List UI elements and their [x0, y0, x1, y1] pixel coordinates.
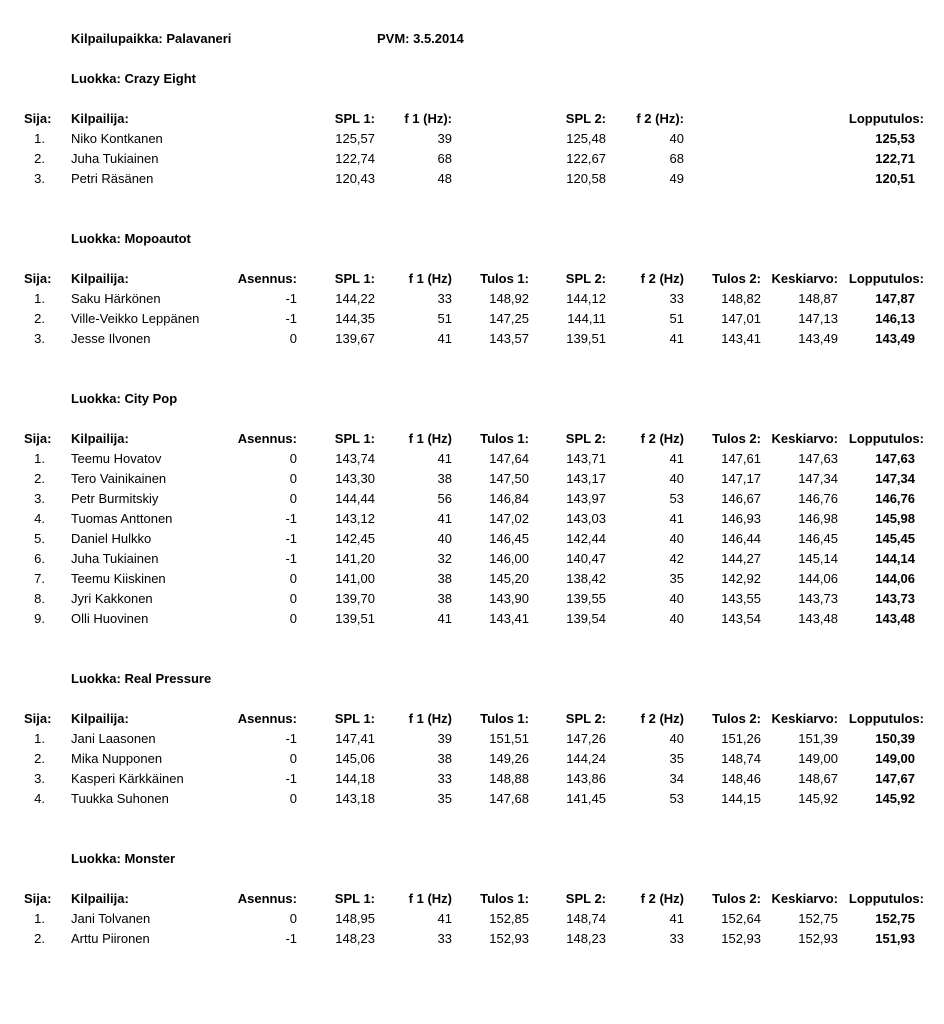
- cell-t2: 142,92: [721, 571, 761, 586]
- cell-final: 146,76: [875, 491, 915, 506]
- cell-t1: 152,85: [489, 911, 529, 926]
- cell-rank: 3.: [34, 171, 45, 186]
- cell-avg: 143,49: [798, 331, 838, 346]
- cell-name: Tuomas Anttonen: [71, 511, 173, 526]
- cell-name: Olli Huovinen: [71, 611, 149, 626]
- cell-spl1: 142,45: [335, 531, 375, 546]
- cell-spl1: 144,18: [335, 771, 375, 786]
- cell-t1: 147,50: [489, 471, 529, 486]
- column-header-spl2: SPL 2:: [565, 711, 606, 726]
- cell-spl2: 143,03: [566, 511, 606, 526]
- column-header-name: Kilpailija:: [71, 271, 129, 286]
- column-header-pos: Asennus:: [237, 891, 297, 906]
- column-header-avg: Keskiarvo:: [771, 891, 838, 906]
- cell-avg: 147,34: [798, 471, 838, 486]
- cell-final: 125,53: [875, 131, 915, 146]
- cell-spl2: 125,48: [566, 131, 606, 146]
- section-title: Luokka: Real Pressure: [71, 671, 212, 686]
- cell-pos: -1: [285, 311, 297, 326]
- cell-final: 152,75: [875, 911, 915, 926]
- cell-f2: 41: [669, 511, 684, 526]
- cell-t2: 146,44: [721, 531, 761, 546]
- cell-pos: -1: [285, 511, 297, 526]
- column-header-spl1: SPL 1:: [334, 891, 375, 906]
- cell-spl2: 148,23: [566, 931, 606, 946]
- cell-final: 150,39: [875, 731, 915, 746]
- cell-spl1: 143,18: [335, 791, 375, 806]
- column-header-f1: f 1 (Hz): [408, 711, 452, 726]
- cell-spl2: 143,71: [566, 451, 606, 466]
- cell-avg: 147,13: [798, 311, 838, 326]
- column-header-f2: f 2 (Hz):: [636, 111, 684, 126]
- cell-name: Petri Räsänen: [71, 171, 154, 186]
- column-header-spl2: SPL 2:: [565, 271, 606, 286]
- column-header-pos: Asennus:: [237, 271, 297, 286]
- cell-f1: 68: [437, 151, 452, 166]
- section-title: Luokka: Mopoautot: [71, 231, 191, 246]
- cell-t1: 146,45: [489, 531, 529, 546]
- cell-spl2: 120,58: [566, 171, 606, 186]
- cell-pos: 0: [289, 331, 297, 346]
- column-header-t1: Tulos 1:: [480, 891, 529, 906]
- cell-spl1: 144,35: [335, 311, 375, 326]
- cell-f2: 41: [669, 451, 684, 466]
- cell-name: Jyri Kakkonen: [71, 591, 153, 606]
- cell-f1: 39: [437, 731, 452, 746]
- cell-name: Tero Vainikainen: [71, 471, 167, 486]
- cell-t1: 143,41: [489, 611, 529, 626]
- cell-name: Jani Laasonen: [71, 731, 156, 746]
- cell-spl2: 143,97: [566, 491, 606, 506]
- column-header-rank: Sija:: [24, 891, 52, 906]
- cell-spl1: 139,51: [335, 611, 375, 626]
- cell-final: 120,51: [875, 171, 915, 186]
- cell-t2: 144,27: [721, 551, 761, 566]
- column-header-f2: f 2 (Hz): [640, 891, 684, 906]
- cell-pos: 0: [289, 491, 297, 506]
- cell-rank: 4.: [34, 791, 45, 806]
- cell-final: 144,14: [875, 551, 915, 566]
- cell-t2: 143,55: [721, 591, 761, 606]
- cell-rank: 3.: [34, 491, 45, 506]
- cell-spl1: 141,20: [335, 551, 375, 566]
- cell-final: 149,00: [875, 751, 915, 766]
- section-title: Luokka: Monster: [71, 851, 176, 866]
- column-header-rank: Sija:: [24, 711, 52, 726]
- cell-f1: 39: [437, 131, 452, 146]
- cell-final: 143,48: [875, 611, 915, 626]
- cell-avg: 145,92: [798, 791, 838, 806]
- cell-final: 145,92: [875, 791, 915, 806]
- cell-f2: 49: [669, 171, 684, 186]
- column-header-t2: Tulos 2:: [712, 431, 761, 446]
- cell-avg: 144,06: [798, 571, 838, 586]
- cell-avg: 152,93: [798, 931, 838, 946]
- cell-rank: 6.: [34, 551, 45, 566]
- cell-f1: 56: [437, 491, 452, 506]
- cell-rank: 3.: [34, 331, 45, 346]
- cell-name: Juha Tukiainen: [71, 551, 159, 566]
- cell-name: Teemu Hovatov: [71, 451, 162, 466]
- cell-rank: 8.: [34, 591, 45, 606]
- cell-t2: 148,74: [721, 751, 761, 766]
- cell-f2: 40: [669, 611, 684, 626]
- cell-avg: 146,45: [798, 531, 838, 546]
- cell-t2: 148,46: [721, 771, 761, 786]
- cell-avg: 146,76: [798, 491, 838, 506]
- cell-rank: 1.: [34, 731, 45, 746]
- cell-t2: 152,64: [721, 911, 761, 926]
- cell-f1: 41: [437, 451, 452, 466]
- column-header-f2: f 2 (Hz): [640, 431, 684, 446]
- cell-f2: 35: [669, 571, 684, 586]
- cell-spl2: 122,67: [566, 151, 606, 166]
- cell-rank: 2.: [34, 751, 45, 766]
- cell-f2: 68: [669, 151, 684, 166]
- cell-t1: 147,68: [489, 791, 529, 806]
- cell-rank: 1.: [34, 291, 45, 306]
- cell-name: Arttu Piironen: [71, 931, 150, 946]
- cell-t1: 143,57: [489, 331, 529, 346]
- cell-spl1: 145,06: [335, 751, 375, 766]
- column-header-name: Kilpailija:: [71, 111, 129, 126]
- venue-label: Kilpailupaikka: Palavaneri: [71, 31, 232, 46]
- cell-name: Mika Nupponen: [71, 751, 163, 766]
- column-header-avg: Keskiarvo:: [771, 271, 838, 286]
- cell-spl1: 144,44: [335, 491, 375, 506]
- column-header-f1: f 1 (Hz): [408, 271, 452, 286]
- cell-final: 151,93: [875, 931, 915, 946]
- cell-f1: 33: [437, 931, 452, 946]
- cell-spl1: 139,67: [335, 331, 375, 346]
- cell-f2: 40: [669, 471, 684, 486]
- column-header-spl2: SPL 2:: [565, 891, 606, 906]
- column-header-f2: f 2 (Hz): [640, 711, 684, 726]
- column-header-avg: Keskiarvo:: [771, 711, 838, 726]
- cell-avg: 151,39: [798, 731, 838, 746]
- column-header-final: Lopputulos:: [848, 711, 924, 726]
- cell-t1: 152,93: [489, 931, 529, 946]
- column-header-t1: Tulos 1:: [480, 711, 529, 726]
- cell-spl1: 148,95: [335, 911, 375, 926]
- column-header-spl1: SPL 1:: [334, 431, 375, 446]
- column-header-t2: Tulos 2:: [712, 891, 761, 906]
- cell-spl2: 141,45: [566, 791, 606, 806]
- cell-f1: 33: [437, 291, 452, 306]
- cell-final: 122,71: [875, 151, 915, 166]
- cell-spl2: 144,11: [567, 311, 606, 326]
- cell-t1: 147,64: [489, 451, 529, 466]
- column-header-pos: Asennus:: [237, 711, 297, 726]
- column-header-rank: Sija:: [24, 431, 52, 446]
- cell-spl2: 139,55: [566, 591, 606, 606]
- cell-pos: 0: [289, 471, 297, 486]
- cell-spl1: 125,57: [335, 131, 375, 146]
- column-header-final: Lopputulos:: [848, 891, 924, 906]
- cell-t1: 148,92: [489, 291, 529, 306]
- cell-f1: 32: [437, 551, 452, 566]
- cell-rank: 1.: [34, 451, 45, 466]
- cell-pos: -1: [285, 771, 297, 786]
- cell-t1: 147,25: [489, 311, 529, 326]
- cell-t2: 144,15: [721, 791, 761, 806]
- cell-f1: 41: [437, 331, 452, 346]
- cell-f2: 33: [669, 291, 684, 306]
- cell-final: 147,67: [875, 771, 915, 786]
- cell-f1: 35: [437, 791, 452, 806]
- cell-spl2: 143,86: [566, 771, 606, 786]
- cell-final: 145,98: [875, 511, 915, 526]
- column-header-spl1: SPL 1:: [334, 271, 375, 286]
- cell-f1: 33: [437, 771, 452, 786]
- cell-spl2: 140,47: [566, 551, 606, 566]
- cell-pos: 0: [289, 791, 297, 806]
- cell-spl2: 139,54: [566, 611, 606, 626]
- cell-pos: 0: [289, 571, 297, 586]
- cell-pos: -1: [285, 291, 297, 306]
- cell-avg: 147,63: [798, 451, 838, 466]
- column-header-name: Kilpailija:: [71, 711, 129, 726]
- cell-name: Daniel Hulkko: [71, 531, 152, 546]
- cell-spl2: 139,51: [566, 331, 606, 346]
- cell-f2: 42: [669, 551, 684, 566]
- cell-pos: -1: [285, 551, 297, 566]
- cell-spl1: 147,41: [335, 731, 375, 746]
- cell-f1: 41: [437, 911, 452, 926]
- cell-t1: 143,90: [489, 591, 529, 606]
- cell-final: 147,87: [875, 291, 915, 306]
- column-header-spl2: SPL 2:: [565, 111, 606, 126]
- cell-f2: 41: [669, 911, 684, 926]
- cell-final: 147,63: [875, 451, 915, 466]
- cell-f2: 41: [669, 331, 684, 346]
- cell-rank: 7.: [34, 571, 45, 586]
- cell-final: 147,34: [875, 471, 915, 486]
- cell-final: 146,13: [875, 311, 915, 326]
- cell-spl2: 143,17: [566, 471, 606, 486]
- cell-avg: 148,87: [798, 291, 838, 306]
- cell-spl2: 142,44: [566, 531, 606, 546]
- cell-spl1: 143,12: [335, 511, 375, 526]
- cell-spl2: 144,24: [566, 751, 606, 766]
- cell-f1: 38: [437, 571, 452, 586]
- cell-avg: 143,73: [798, 591, 838, 606]
- cell-pos: -1: [285, 531, 297, 546]
- cell-t2: 147,01: [721, 311, 761, 326]
- column-header-t1: Tulos 1:: [480, 271, 529, 286]
- column-header-f1: f 1 (Hz): [408, 431, 452, 446]
- cell-name: Niko Kontkanen: [71, 131, 163, 146]
- cell-f2: 53: [669, 491, 684, 506]
- cell-name: Tuukka Suhonen: [71, 791, 169, 806]
- cell-t1: 146,00: [489, 551, 529, 566]
- cell-name: Ville-Veikko Leppänen: [71, 311, 200, 326]
- cell-pos: 0: [289, 451, 297, 466]
- cell-spl2: 147,26: [566, 731, 606, 746]
- cell-t1: 151,51: [489, 731, 529, 746]
- cell-name: Jani Tolvanen: [71, 911, 151, 926]
- cell-rank: 4.: [34, 511, 45, 526]
- cell-f2: 34: [669, 771, 684, 786]
- cell-t2: 146,93: [721, 511, 761, 526]
- column-header-final: Lopputulos:: [848, 431, 924, 446]
- cell-rank: 2.: [34, 931, 45, 946]
- column-header-final: Lopputulos:: [848, 111, 924, 126]
- cell-t1: 147,02: [489, 511, 529, 526]
- column-header-rank: Sija:: [24, 111, 52, 126]
- column-header-t2: Tulos 2:: [712, 711, 761, 726]
- cell-pos: -1: [285, 731, 297, 746]
- cell-pos: 0: [289, 611, 297, 626]
- cell-name: Juha Tukiainen: [71, 151, 159, 166]
- cell-f2: 53: [669, 791, 684, 806]
- cell-spl1: 141,00: [335, 571, 375, 586]
- cell-f1: 51: [437, 311, 452, 326]
- cell-rank: 2.: [34, 151, 45, 166]
- cell-rank: 3.: [34, 771, 45, 786]
- cell-f1: 38: [437, 591, 452, 606]
- date-label: PVM: 3.5.2014: [377, 31, 464, 46]
- cell-f2: 40: [669, 531, 684, 546]
- cell-rank: 2.: [34, 471, 45, 486]
- cell-f1: 41: [437, 511, 452, 526]
- cell-name: Saku Härkönen: [71, 291, 161, 306]
- column-header-name: Kilpailija:: [71, 431, 129, 446]
- cell-name: Teemu Kiiskinen: [71, 571, 166, 586]
- cell-t1: 149,26: [489, 751, 529, 766]
- cell-pos: -1: [285, 931, 297, 946]
- cell-t2: 147,61: [721, 451, 761, 466]
- cell-name: Kasperi Kärkkäinen: [71, 771, 184, 786]
- column-header-t1: Tulos 1:: [480, 431, 529, 446]
- cell-avg: 149,00: [798, 751, 838, 766]
- cell-spl1: 122,74: [335, 151, 375, 166]
- cell-rank: 1.: [34, 131, 45, 146]
- cell-rank: 2.: [34, 311, 45, 326]
- cell-f1: 41: [437, 611, 452, 626]
- cell-f1: 48: [437, 171, 452, 186]
- column-header-f1: f 1 (Hz): [408, 891, 452, 906]
- cell-spl1: 144,22: [335, 291, 375, 306]
- cell-name: Petr Burmitskiy: [71, 491, 159, 506]
- cell-rank: 5.: [34, 531, 45, 546]
- cell-t1: 148,88: [489, 771, 529, 786]
- cell-t2: 146,67: [721, 491, 761, 506]
- cell-f2: 35: [669, 751, 684, 766]
- cell-avg: 148,67: [798, 771, 838, 786]
- column-header-final: Lopputulos:: [848, 271, 924, 286]
- cell-name: Jesse Ilvonen: [71, 331, 151, 346]
- cell-pos: 0: [289, 591, 297, 606]
- cell-spl2: 144,12: [566, 291, 606, 306]
- column-header-spl1: SPL 1:: [334, 111, 375, 126]
- cell-t2: 151,26: [721, 731, 761, 746]
- cell-f2: 40: [669, 131, 684, 146]
- cell-f1: 38: [437, 751, 452, 766]
- cell-t2: 148,82: [721, 291, 761, 306]
- cell-avg: 152,75: [798, 911, 838, 926]
- cell-avg: 143,48: [798, 611, 838, 626]
- cell-spl1: 148,23: [335, 931, 375, 946]
- cell-pos: 0: [289, 751, 297, 766]
- cell-spl1: 120,43: [335, 171, 375, 186]
- cell-f2: 40: [669, 731, 684, 746]
- column-header-f2: f 2 (Hz): [640, 271, 684, 286]
- cell-final: 145,45: [875, 531, 915, 546]
- cell-final: 144,06: [875, 571, 915, 586]
- column-header-rank: Sija:: [24, 271, 52, 286]
- cell-pos: 0: [289, 911, 297, 926]
- column-header-avg: Keskiarvo:: [771, 431, 838, 446]
- cell-spl1: 139,70: [335, 591, 375, 606]
- cell-t2: 147,17: [721, 471, 761, 486]
- column-header-name: Kilpailija:: [71, 891, 129, 906]
- cell-final: 143,49: [875, 331, 915, 346]
- cell-t2: 143,41: [721, 331, 761, 346]
- cell-f2: 40: [669, 591, 684, 606]
- cell-f1: 38: [437, 471, 452, 486]
- section-title: Luokka: Crazy Eight: [71, 71, 196, 86]
- cell-f2: 51: [669, 311, 684, 326]
- cell-rank: 9.: [34, 611, 45, 626]
- cell-t2: 143,54: [721, 611, 761, 626]
- cell-avg: 145,14: [798, 551, 838, 566]
- cell-f2: 33: [669, 931, 684, 946]
- column-header-t2: Tulos 2:: [712, 271, 761, 286]
- cell-spl1: 143,74: [335, 451, 375, 466]
- column-header-spl1: SPL 1:: [334, 711, 375, 726]
- section-title: Luokka: City Pop: [71, 391, 178, 406]
- column-header-f1: f 1 (Hz):: [404, 111, 452, 126]
- cell-t2: 152,93: [721, 931, 761, 946]
- cell-f1: 40: [437, 531, 452, 546]
- cell-t1: 146,84: [489, 491, 529, 506]
- cell-avg: 146,98: [798, 511, 838, 526]
- column-header-spl2: SPL 2:: [565, 431, 606, 446]
- cell-rank: 1.: [34, 911, 45, 926]
- cell-t1: 145,20: [489, 571, 529, 586]
- cell-spl2: 148,74: [566, 911, 606, 926]
- column-header-pos: Asennus:: [237, 431, 297, 446]
- cell-spl1: 143,30: [335, 471, 375, 486]
- cell-final: 143,73: [875, 591, 915, 606]
- cell-spl2: 138,42: [566, 571, 606, 586]
